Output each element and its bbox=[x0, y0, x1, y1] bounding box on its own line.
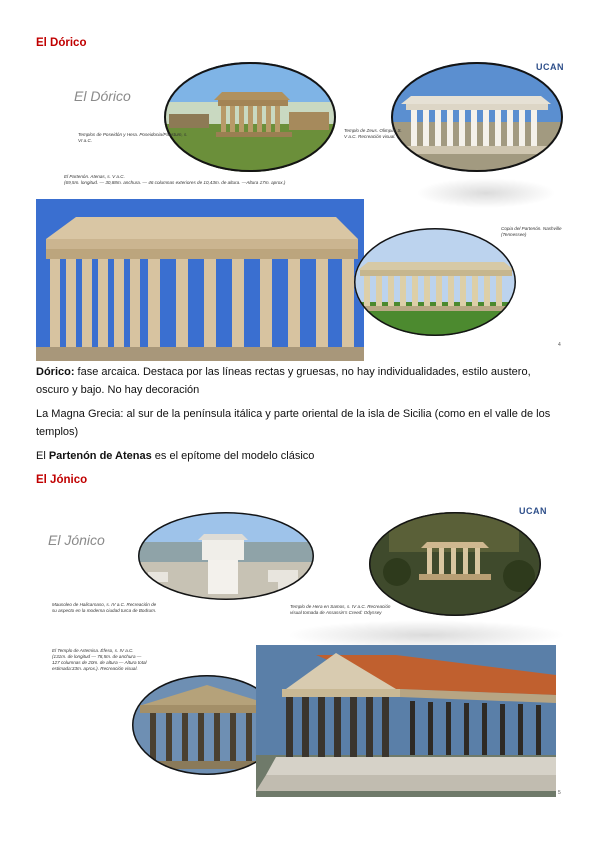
section-heading-doric: El Dórico bbox=[36, 37, 87, 49]
doric-description: fase arcaica. Destaca por las líneas rectas y gruesas, no hay individualidades, estilo austero, oscuro y bajo. No hay decoración bbox=[36, 366, 531, 396]
slide-ionic bbox=[36, 500, 566, 800]
paragraph-magna-grecia: La Magna Grecia: al sur de la península itálica y parte oriental de la isla de Sicilia (como en el valle de los templos) bbox=[36, 408, 551, 438]
poseidon-temple-image bbox=[164, 62, 336, 172]
section-heading-ionic: El Jónico bbox=[36, 474, 88, 486]
mausoleum-image bbox=[138, 512, 314, 600]
paragraph-parthenon bbox=[36, 447, 566, 465]
hera-temple-image bbox=[369, 512, 541, 616]
caption-mausoleum: Mausoleo de Halicarnaso, s. IV a.C. Recreación de su aspecto en la moderna ciudad turca de Bodrum. bbox=[52, 602, 157, 613]
slide-page-number: 4 bbox=[558, 342, 561, 348]
caption-parthenon: El Partenón. Atenas, s. V a.C. bbox=[64, 174, 125, 179]
caption-nashville-copy: Copia del Partenón. Nashville (Tennessee) bbox=[501, 226, 562, 237]
slide-title: El Jónico bbox=[48, 532, 105, 548]
nashville-parthenon-image bbox=[354, 228, 516, 336]
caption-poseidon: Templos de Poseidón y Hera. Poseidonia/Paestum, s. VI a.C. bbox=[78, 132, 188, 143]
parthenon-suffix: es el epítome del modelo clásico bbox=[151, 450, 315, 462]
parthenon-term: Partenón de Atenas bbox=[48, 450, 152, 462]
parthenon-prefix: El bbox=[36, 450, 49, 462]
slide-doric bbox=[36, 56, 566, 361]
caption-parthenon-dimensions: (69,5m. longitud. — 30,88m. anchura. — 46 columnas exteriores de 10,43m. de altura. —Altura 17m. aprox.) bbox=[64, 180, 286, 185]
ucam-logo: UCAN bbox=[519, 506, 547, 516]
parthenon-photo bbox=[36, 199, 364, 361]
slide-title: El Dórico bbox=[74, 88, 131, 104]
caption-zeus: Templo de Zeus. Olimpia, S. V a.C. Recreación visual. bbox=[344, 128, 402, 139]
zeus-temple-image bbox=[391, 62, 563, 172]
caption-hera: Templo de Hera en Samos, s. IV a.C. Recreación visual tomada de Assassin's Creed: Odyssey bbox=[290, 604, 391, 615]
caption-artemis: El Templo de Artemisa. Éfeso, s. IV a.C. (131m. de longitud — 78,5m. de anchura — 127 columnas de 20m. de altura — Altura total estimada:33m. aprox.). Recreación visual. bbox=[52, 648, 147, 671]
artemis-temple-render bbox=[256, 645, 556, 797]
slide-page-number: 5 bbox=[558, 790, 561, 796]
doric-term: Dórico: bbox=[36, 366, 75, 378]
paragraph-doric bbox=[36, 363, 566, 399]
ucam-logo: UCAN bbox=[536, 62, 564, 72]
